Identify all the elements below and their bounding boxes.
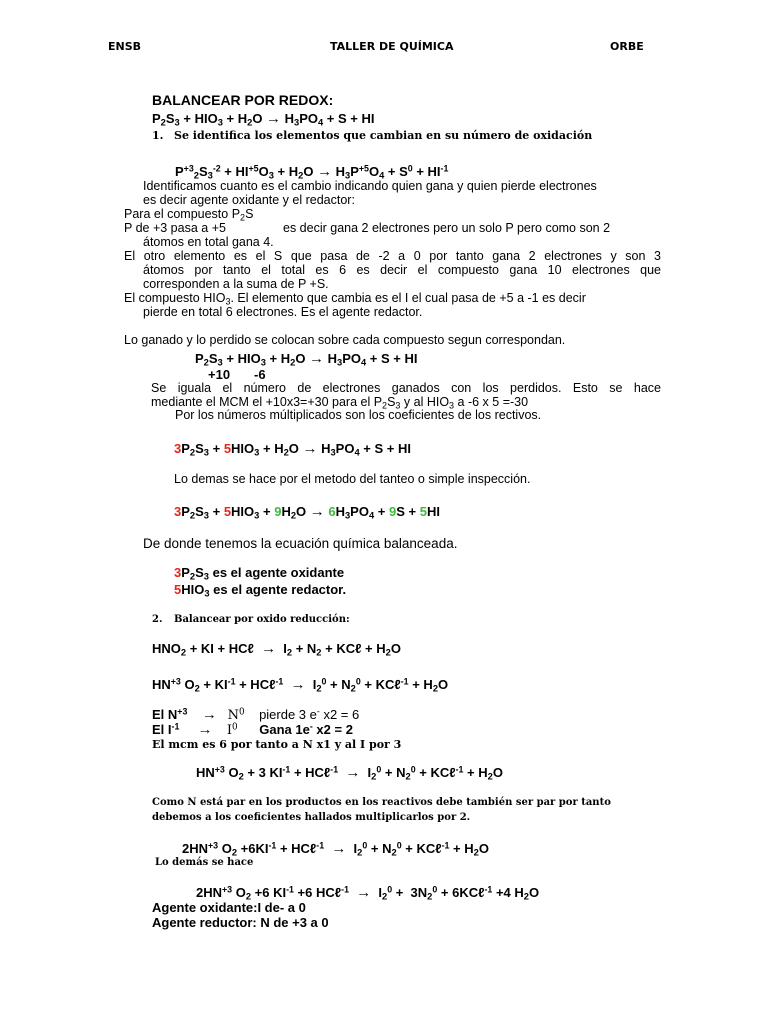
equation-oxidation-numbers: $P^{+3}_2S_3^{-2} + HI^{+5}O_3 + H_2O \to H_3P^{+5}O_4 + S^0 + HI^{-1}$	[175, 163, 449, 181]
text-line: corresponden a la suma de P +S.	[143, 277, 329, 291]
oxidizing-agent-line: $3P_2S_3$ es el agente oxidante	[174, 565, 345, 582]
text-line: Identificamos cuanto es el cambio indicando quien gana y quien pierde electrones	[143, 179, 597, 193]
nitrogen-change: El $N^{+3}$ → $N^0$ pierde 3 e- x2 = 6	[152, 706, 360, 723]
text-line: Lo demas se hace por el metodo del tanteo o simple inspección.	[174, 472, 531, 486]
text-line: P de +3 pasa a +5	[124, 221, 226, 235]
text-line: mediante el MCM el +10x3=+30 para el $P_2S_3$ y al $HIO_3$ a -6 x 5 =-30	[151, 395, 529, 411]
equation-2-step: $HN^{+3}$ $O_2 + 3$ $KI^{-1}$ + HCℓ$^{-1}$ → $I_2^0 + N_2^0$ + KCℓ$^{-1}$ + $H_2O$	[196, 764, 503, 782]
step2-text: Balancear por oxido reducción:	[174, 614, 350, 625]
header-center: TALLER DE QUÍMICA	[330, 40, 454, 53]
text-line: Lo demás se hace	[155, 857, 254, 868]
text-line: El otro elemento es el S que pasa de -2 a 0 por tanto gana 2 electrones y son 3	[124, 249, 661, 263]
equation-2-balanced: $2HN^{+3}$ $O_2 +6$ $KI^{-1} +6$ HCℓ$^{-1}$ → $I_2^0 + 3N_2^0$ + 6KCℓ$^{-1}$ +4 $H_2O$	[196, 884, 540, 902]
text-line: debemos a los coeficientes hallados multiplicarlos por 2.	[152, 812, 471, 823]
equation-2-oxidation-numbers: $HN^{+3}$ $O_2 + KI^{-1}$ + HCℓ$^{-1}$ → $I_2^0 + N_2^0$ + KCℓ$^{-1}$ + $H_2O$	[152, 676, 449, 694]
text-line: Como N está par en los productos en los reactivos debe también ser par por tanto	[152, 797, 611, 808]
equation-balanced: $3P_2S_3 + 5HIO_3 + 9H_2O \to 6H_3PO_4 + 9S + 5HI$	[174, 503, 440, 521]
text-line: es decir gana 2 electrones pero un solo P pero como son 2	[283, 221, 611, 235]
text-line: Se iguala el número de electrones ganados con los perdidos. Esto se hace	[151, 381, 661, 395]
equation-2-doubled: $2HN^{+3}$ $O_2 +6KI^{-1}$ + HCℓ$^{-1}$ → $I_2^0 + N_2^0$ + KCℓ$^{-1}$ + $H_2O$	[182, 840, 489, 858]
header-right: ORBE	[610, 40, 644, 53]
text-line: De donde tenemos la ecuación química balanceada.	[143, 536, 458, 551]
reducing-agent-line: $5HIO_3$ es el agente redactor.	[174, 582, 347, 599]
text-line: átomos en total gana 4.	[143, 235, 274, 249]
oxidizing-agent-2: Agente oxidante:I de- a 0	[152, 900, 306, 915]
electrons-gained: +10	[208, 367, 231, 382]
header-left: ENSB	[108, 40, 142, 53]
reducing-agent-2: Agente reductor: N de +3 a 0	[152, 915, 329, 930]
iodine-change: El $I^{-1}$ → $I^0$ Gana 1e- x2 = 2	[152, 721, 353, 738]
equation-initial: $P_2S_3 + HIO_3 + H_2O \to H_3PO_4 + S$ + HI	[152, 110, 375, 128]
equation-plain: $P_2S_3 + HIO_3 + H_2O \to H_3PO_4 + S$ + HI	[195, 350, 418, 368]
text-line: pierde en total 6 electrones. Es el agente redactor.	[143, 305, 423, 319]
mcm-text: El mcm es 6 por tanto a N x1 y al I por 3	[152, 738, 402, 751]
text-line: Por los números múltiplicados son los coeficientes de los rectivos.	[175, 408, 542, 422]
text-line: es decir agente oxidante y el redactor:	[143, 193, 355, 207]
equation-2-initial: $HNO_2$ + KI + HCℓ → $I_2 + N_2$ + KCℓ + $H_2O$	[152, 640, 401, 658]
step1-number: 1.	[152, 129, 164, 142]
step2-number: 2.	[152, 614, 163, 625]
text-line: Para el compuesto $P_2S$	[124, 207, 254, 223]
electrons-lost: -6	[254, 367, 266, 382]
section-title: BALANCEAR POR REDOX:	[152, 92, 334, 108]
text-line: Lo ganado y lo perdido se colocan sobre cada compuesto segun correspondan.	[124, 333, 566, 347]
text-line: El compuesto $HIO_3$. El elemento que cambia es el I el cual pasa de +5 a -1 es decir	[124, 291, 586, 307]
step1-text: Se identifica los elementos que cambian en su número de oxidación	[174, 129, 593, 142]
text-line: átomos por tanto el total es 6 es decir el compuesto gana 10 electrones que	[143, 263, 661, 277]
equation-partial-coefficients: $3P_2S_3 + 5HIO_3 + H_2O \to H_3PO_4 + S$ + HI	[174, 440, 411, 458]
